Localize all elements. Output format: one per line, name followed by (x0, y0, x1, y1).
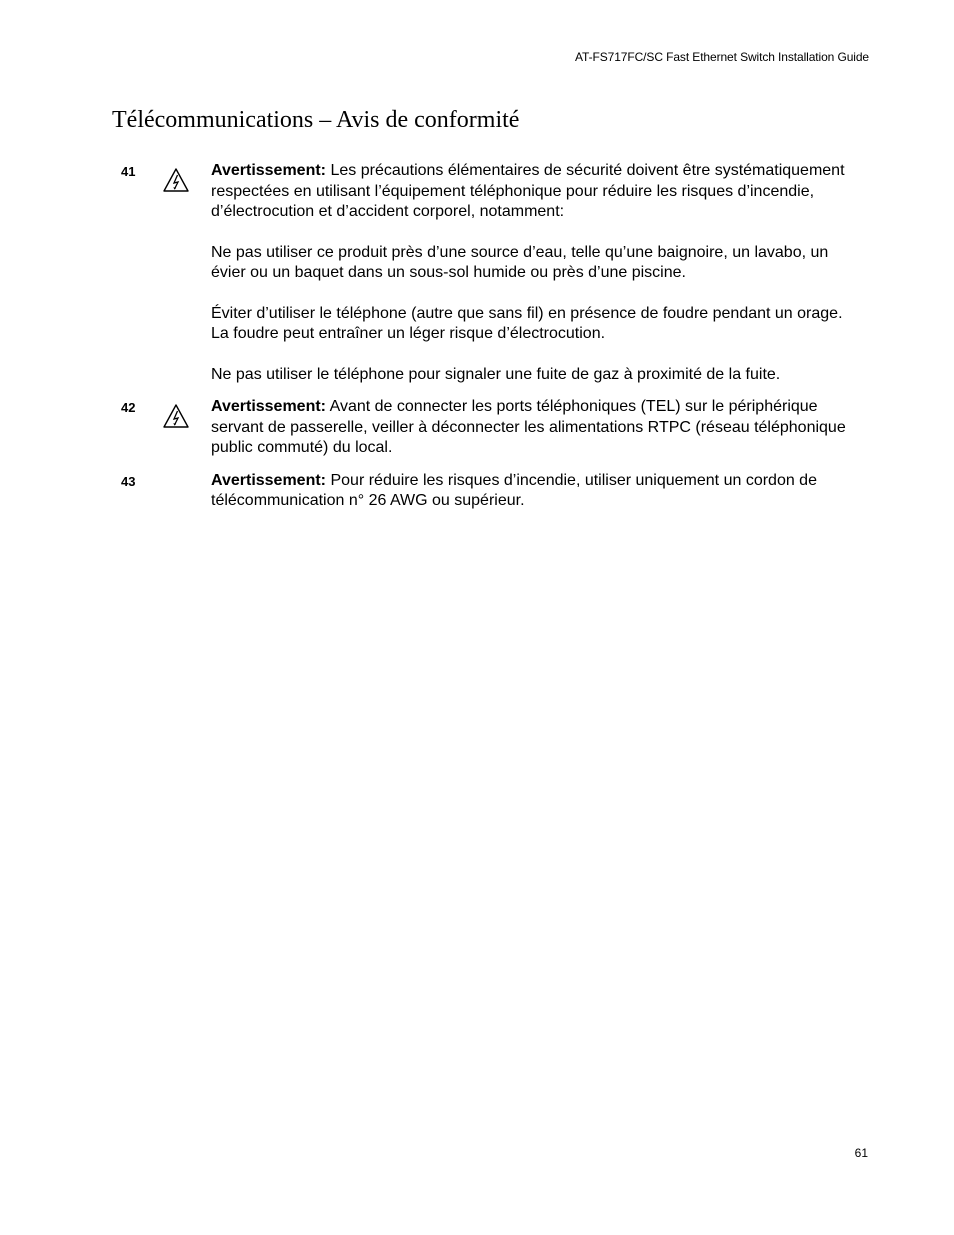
page-number: 61 (854, 1146, 868, 1160)
warning-text: Avant de connecter les ports téléphoniques (TEL) sur le périphérique servant de passerelle, veiller à déconnecter les alimentations RTPC (réseau téléphonique public commuté) du local. (211, 398, 846, 456)
warning-label: Avertissement: (211, 471, 327, 489)
warning-text: Pour réduire les risques d’incendie, utiliser uniquement un cordon de télécommunication n° 26 AWG ou supérieur. (211, 471, 817, 509)
warning-paragraph (211, 397, 861, 459)
running-header: AT-FS717FC/SC Fast Ethernet Switch Installation Guide (575, 50, 869, 64)
warning-number: 43 (121, 473, 136, 489)
warning-number: 42 (121, 400, 136, 415)
warning-41 (0, 161, 954, 385)
warning-paragraph (211, 161, 861, 223)
warning-paragraph: Ne pas utiliser ce produit près d’une source d’eau, telle qu’une baignoire, un lavabo, un évier ou un baquet dans un sous-sol humide ou près d’une piscine. (211, 243, 829, 281)
warning-body (211, 397, 861, 459)
warning-label: Avertissement: (211, 162, 327, 179)
warning-paragraph: Ne pas utiliser le téléphone pour signaler une fuite de gaz à proximité de la fuite. (211, 365, 781, 383)
section-title: Télécommunications – Avis de conformité (112, 107, 520, 133)
electrical-hazard-icon (163, 404, 189, 428)
warning-list (0, 161, 954, 524)
warning-42 (0, 397, 954, 459)
warning-number: 41 (121, 164, 136, 179)
warning-43 (0, 471, 954, 512)
warning-body (211, 471, 861, 512)
electrical-hazard-icon (163, 168, 189, 192)
warning-paragraph (211, 471, 861, 512)
warning-body (211, 161, 861, 385)
warning-label: Avertissement: (211, 398, 327, 415)
warning-paragraph: Éviter d’utiliser le téléphone (autre que sans fil) en présence de foudre pendant un orage. La foudre peut entraîner un léger risque d’électrocution. (211, 304, 843, 342)
warning-text: Les précautions élémentaires de sécurité doivent être systématiquement respectées en utilisant l’équipement téléphonique pour réduire les risques d’incendie, d’électrocution et d’accident corporel, notamment: (211, 162, 845, 220)
